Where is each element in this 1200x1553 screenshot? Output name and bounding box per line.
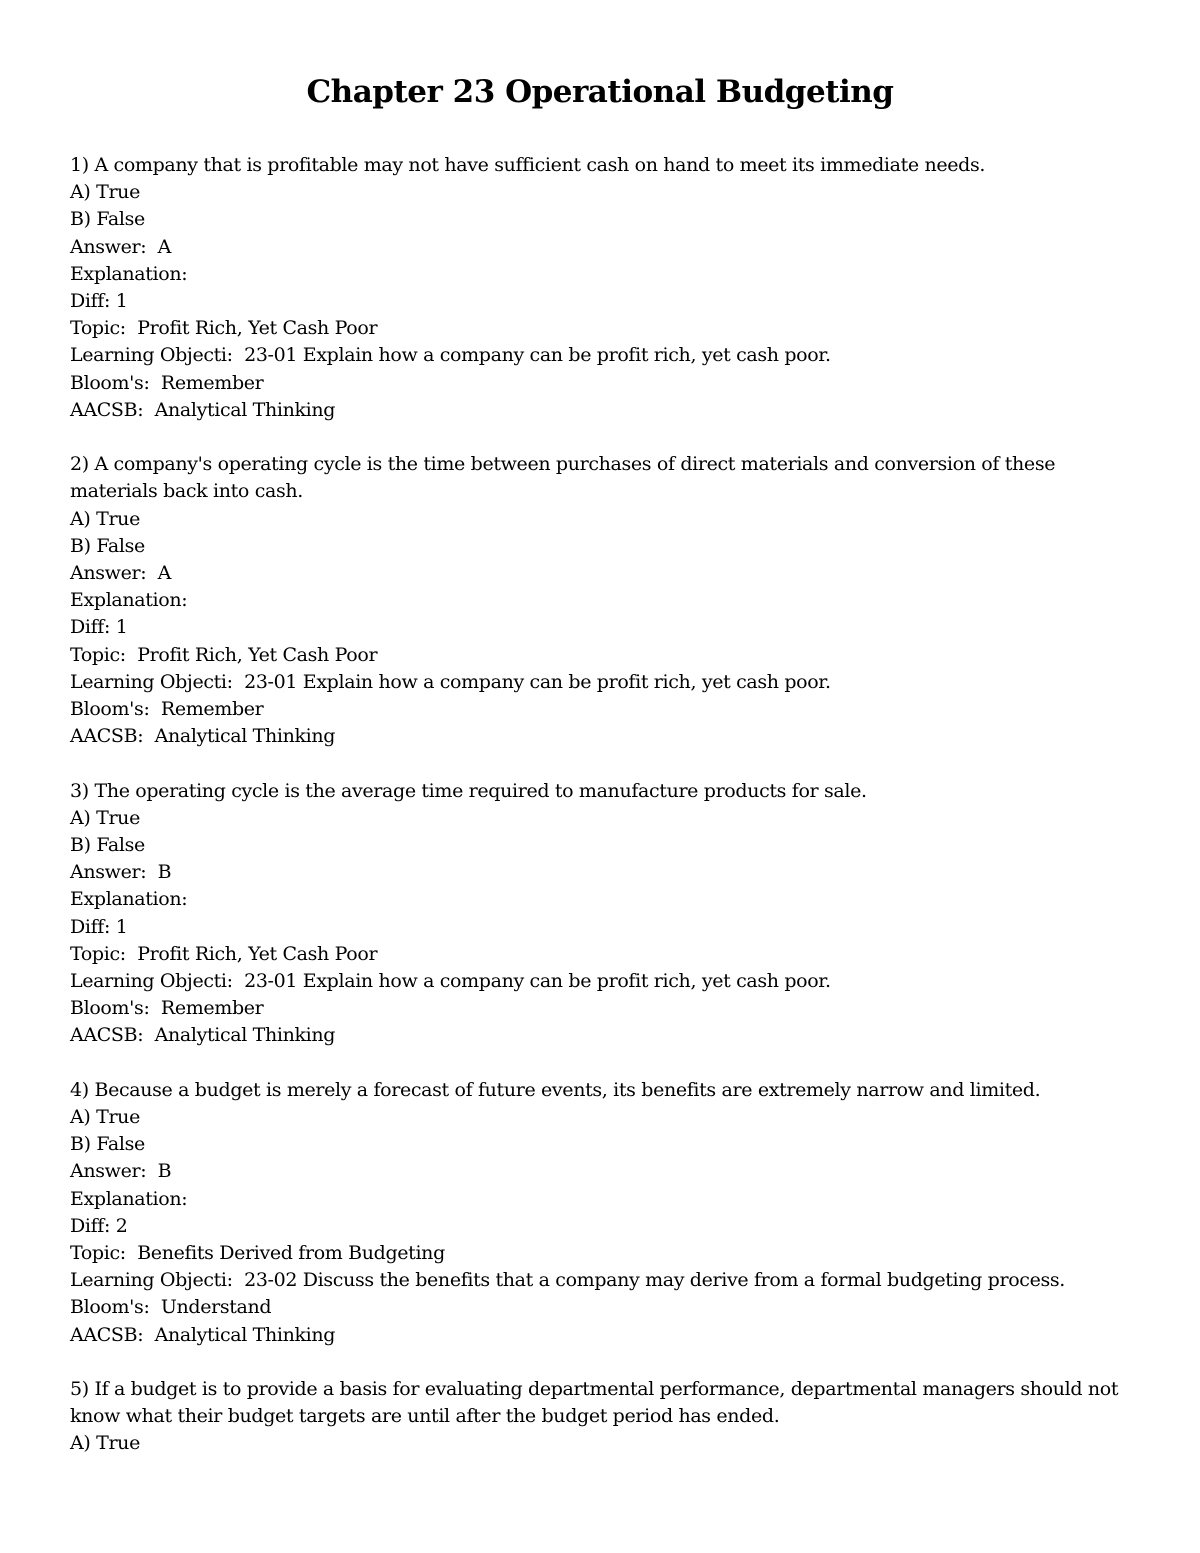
topic-line: Topic: Profit Rich, Yet Cash Poor [70, 942, 378, 965]
explanation-line: Explanation: [70, 888, 188, 911]
option-a: A) True [70, 181, 140, 204]
aacsb-line: AACSB: Analytical Thinking [70, 398, 336, 421]
answer-line: Answer: A [70, 562, 172, 585]
question-stem: 2) A company's operating cycle is the time between purchases of direct materials and conversion of these materials back into cash. [70, 453, 1061, 503]
option-b: B) False [70, 208, 145, 231]
option-b: B) False [70, 834, 145, 857]
answer-line: Answer: B [70, 861, 172, 884]
question-stem: 4) Because a budget is merely a forecast of future events, its benefits are extremely narrow and limited. [70, 1078, 1041, 1101]
question-block-3 [70, 778, 1120, 1050]
option-a: A) True [70, 1432, 140, 1455]
question-stem: 5) If a budget is to provide a basis for evaluating departmental performance, departmental managers should not know what their budget targets are until after the budget period has ended. [70, 1378, 1124, 1428]
question-block-2 [70, 451, 1120, 750]
learning-objective-line: Learning Objecti: 23-01 Explain how a company can be profit rich, yet cash poor. [70, 670, 831, 693]
learning-objective-line: Learning Objecti: 23-01 Explain how a company can be profit rich, yet cash poor. [70, 970, 831, 993]
option-b: B) False [70, 1133, 145, 1156]
option-a: A) True [70, 507, 140, 530]
question-block-1 [70, 152, 1120, 424]
blooms-line: Bloom's: Understand [70, 1296, 272, 1319]
explanation-line: Explanation: [70, 1187, 188, 1210]
difficulty-line: Diff: 1 [70, 290, 128, 313]
option-a: A) True [70, 1106, 140, 1129]
difficulty-line: Diff: 1 [70, 915, 128, 938]
difficulty-line: Diff: 2 [70, 1214, 128, 1237]
answer-line: Answer: A [70, 235, 172, 258]
option-b: B) False [70, 534, 145, 557]
learning-objective-line: Learning Objecti: 23-01 Explain how a company can be profit rich, yet cash poor. [70, 344, 831, 367]
document-title: Chapter 23 Operational Budgeting [306, 74, 894, 110]
blooms-line: Bloom's: Remember [70, 371, 264, 394]
aacsb-line: AACSB: Analytical Thinking [70, 1024, 336, 1047]
learning-objective-line: Learning Objecti: 23-02 Discuss the benefits that a company may derive from a formal budgeting process. [70, 1269, 1065, 1292]
aacsb-line: AACSB: Analytical Thinking [70, 725, 336, 748]
topic-line: Topic: Profit Rich, Yet Cash Poor [70, 643, 378, 666]
question-stem: 3) The operating cycle is the average time required to manufacture products for sale. [70, 779, 867, 802]
explanation-line: Explanation: [70, 589, 188, 612]
topic-line: Topic: Profit Rich, Yet Cash Poor [70, 317, 378, 340]
explanation-line: Explanation: [70, 262, 188, 285]
answer-line: Answer: B [70, 1160, 172, 1183]
question-stem: 1) A company that is profitable may not have sufficient cash on hand to meet its immediate needs. [70, 154, 986, 176]
difficulty-line: Diff: 1 [70, 616, 128, 639]
option-a: A) True [70, 806, 140, 829]
topic-line: Topic: Benefits Derived from Budgeting [70, 1242, 445, 1265]
question-block-4 [70, 1077, 1120, 1349]
question-list [70, 152, 1124, 1485]
blooms-line: Bloom's: Remember [70, 997, 264, 1020]
question-block-5 [70, 1376, 1124, 1458]
aacsb-line: AACSB: Analytical Thinking [70, 1323, 336, 1346]
blooms-line: Bloom's: Remember [70, 698, 264, 721]
